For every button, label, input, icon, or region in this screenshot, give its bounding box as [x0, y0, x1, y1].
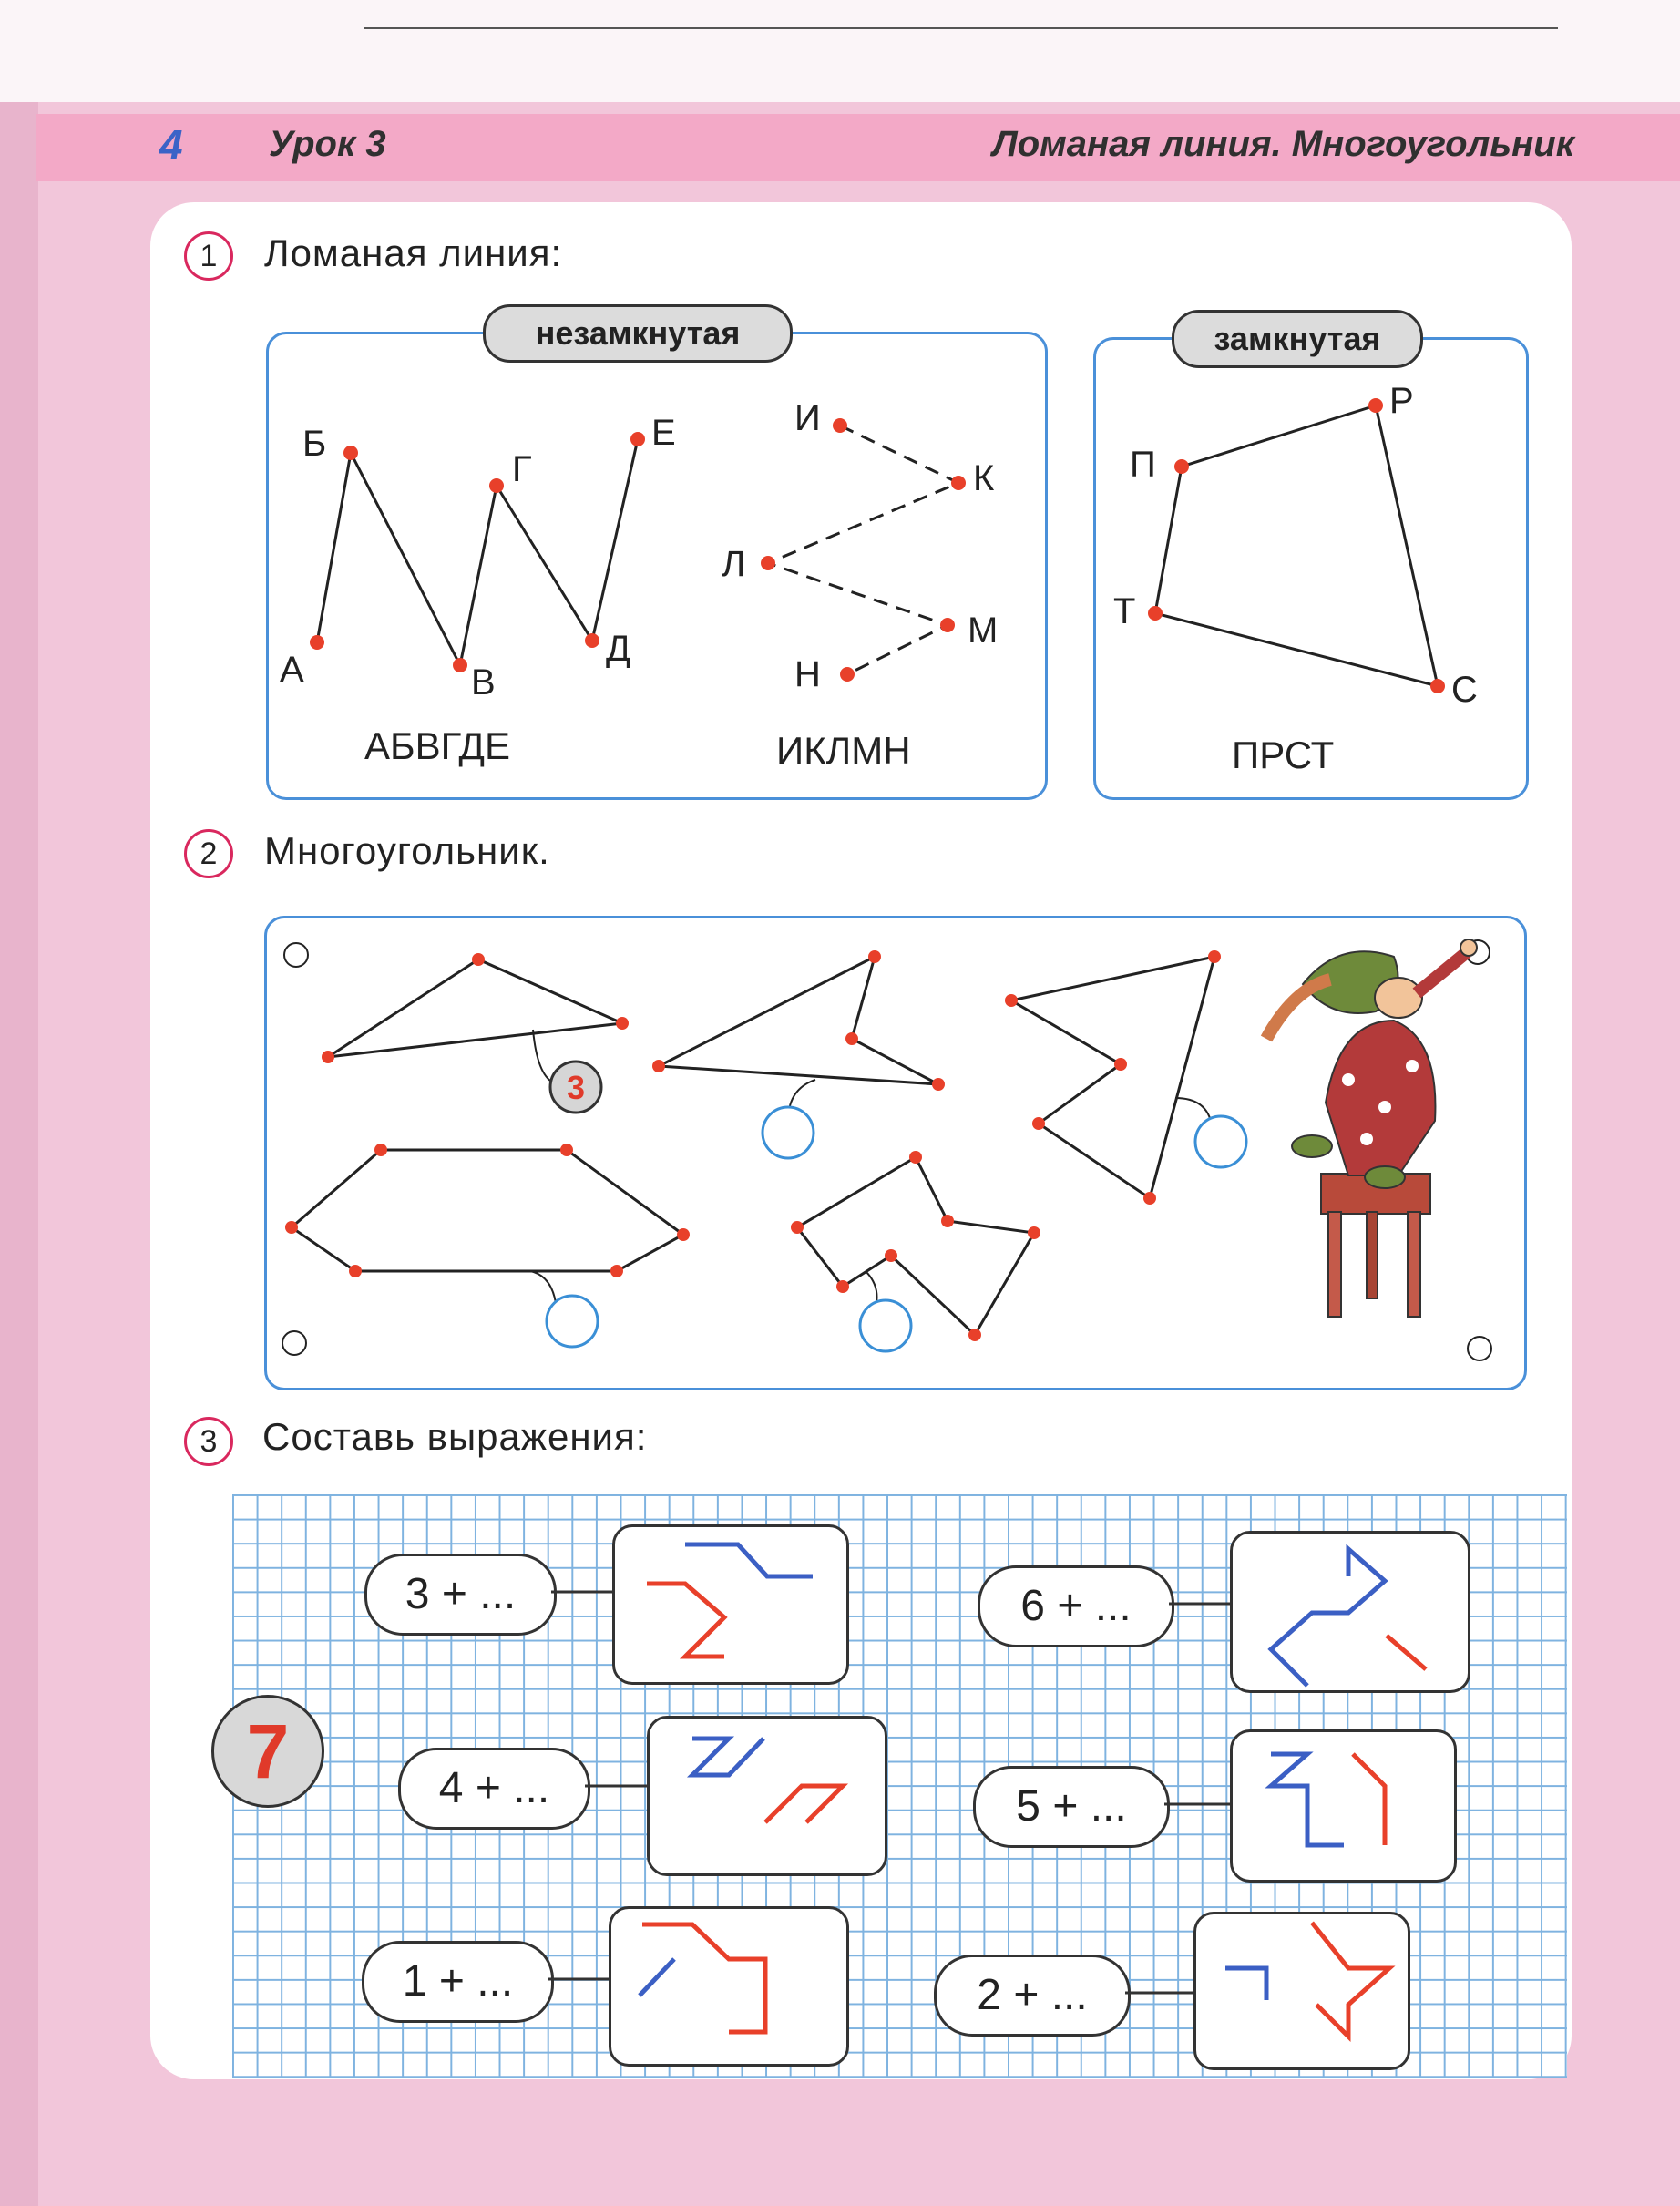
topic-title: Ломаная линия. Многоугольник	[992, 124, 1574, 164]
caption-iklmn: ИКЛМН	[776, 729, 911, 772]
expression-1: 1 + ...	[362, 1941, 554, 2023]
blue-segment-4	[692, 1739, 763, 1775]
caption-abvgde: АБВГДЕ	[364, 724, 510, 767]
blue-segment-6	[1271, 1549, 1385, 1686]
label-i: И	[794, 398, 821, 438]
expression-3: 3 + ...	[364, 1554, 557, 1636]
label-e: Е	[651, 413, 676, 453]
red-segment-1	[642, 1924, 765, 2032]
answer-triangle: 3	[566, 1069, 586, 1106]
label-d: Д	[606, 629, 631, 669]
caption-prst: ПРСТ	[1232, 734, 1335, 776]
open-label: незамкнутая	[483, 304, 793, 363]
label-l: Л	[722, 544, 746, 584]
label-k: К	[973, 458, 995, 498]
page-number: 4	[159, 121, 183, 169]
section-2-title: Многоугольник.	[264, 829, 550, 872]
label-n: Н	[794, 654, 821, 694]
red-segment-3	[647, 1584, 724, 1657]
blue-segment-1	[640, 1959, 674, 1996]
expression-2: 2 + ...	[934, 1955, 1131, 2037]
label-v: В	[471, 662, 496, 703]
closed-label: замкнутая	[1172, 310, 1423, 368]
section-3-title: Составь выражения:	[262, 1415, 648, 1458]
expression-4: 4 + ...	[398, 1748, 590, 1830]
label-b: Б	[302, 424, 327, 464]
blue-segment-3	[685, 1544, 813, 1576]
label-s: С	[1451, 670, 1478, 710]
label-r: Р	[1389, 381, 1414, 421]
lesson-title: Урок 3	[269, 124, 386, 164]
label-a: А	[280, 650, 304, 690]
blue-segment-2	[1225, 1968, 1266, 2000]
blue-segment-5	[1271, 1754, 1344, 1845]
section-1-number: 1	[184, 231, 233, 281]
section-3-number: 3	[184, 1417, 233, 1466]
label-p: П	[1130, 445, 1156, 485]
label-m: М	[968, 610, 999, 651]
section-2-number: 2	[184, 829, 233, 878]
label-g: Г	[512, 449, 532, 489]
red-segment-2	[1312, 1923, 1389, 2037]
section-1-title: Ломаная линия:	[264, 231, 563, 274]
label-t: Т	[1113, 591, 1136, 631]
badge-seven: 7	[211, 1695, 324, 1808]
expression-6: 6 + ...	[978, 1565, 1174, 1647]
red-segment-4	[765, 1786, 843, 1822]
red-segment-6	[1387, 1636, 1426, 1669]
expression-5: 5 + ...	[973, 1766, 1170, 1848]
red-segment-5	[1353, 1754, 1385, 1845]
